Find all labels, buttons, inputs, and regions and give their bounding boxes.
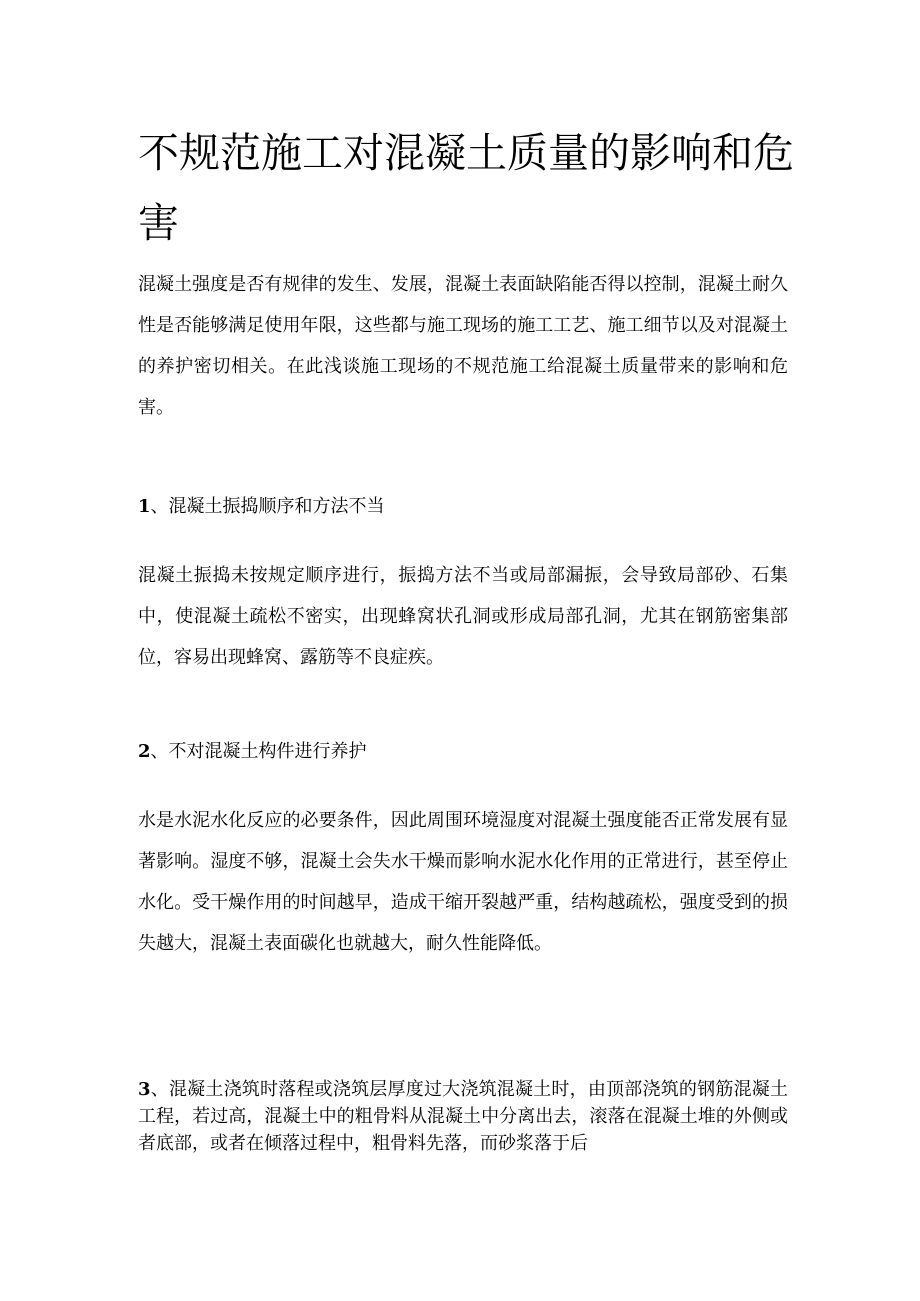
section-heading-1 [138,492,385,522]
section-paragraph-3 [138,1076,788,1157]
section-number-2: 2 [138,741,151,762]
section-title-1: 、混凝土振捣顺序和方法不当 [150,496,385,517]
section-title-2: 、不对混凝土构件进行养护 [150,741,367,762]
section-body-1: 混凝土振捣未按规定顺序进行，振捣方法不当或局部漏振，会导致局部砂、石集中，使混凝土疏松不密实，出现蜂窝状孔洞或形成局部孔洞，尤其在钢筋密集部位，容易出现蜂窝、露筋等不良症疾。 [138,565,788,668]
section-heading-2 [138,737,367,767]
section-number-3: 3 [138,1079,151,1100]
intro-paragraph: 混凝土强度是否有规律的发生、发展，混凝土表面缺陷能否得以控制，混凝土耐久性是否能够满足使用年限，这些都与施工现场的施工工艺、施工细节以及对混凝土的养护密切相关。在此浅谈施工现场的不规范施工给混凝土质量带来的影响和危害。 [138,274,788,418]
section-title-3: 、混凝土浇筑时落程或浇筑层厚度过大浇筑混凝土时，由顶部浇筑的钢筋混凝土工程，若过高，混凝土中的粗骨料从混凝土中分离出去，滚落在混凝土堆的外侧或者底部，或者在倾落过程中，粗骨料先落，而砂浆落于后 [138,1079,788,1154]
page-title: 不规范施工对混凝土质量的影响和危害 [138,129,794,247]
section-body-2: 水是水泥水化反应的必要条件，因此周围环境湿度对混凝土强度能否正常发展有显著影响。湿度不够，混凝土会失水干燥而影响水泥水化作用的正常进行，甚至停止水化。受干燥作用的时间越早，造成干缩开裂越严重，结构越疏松，强度受到的损失越大，混凝土表面碳化也就越大，耐久性能降低。 [138,810,788,954]
section-number-1: 1 [138,496,151,517]
